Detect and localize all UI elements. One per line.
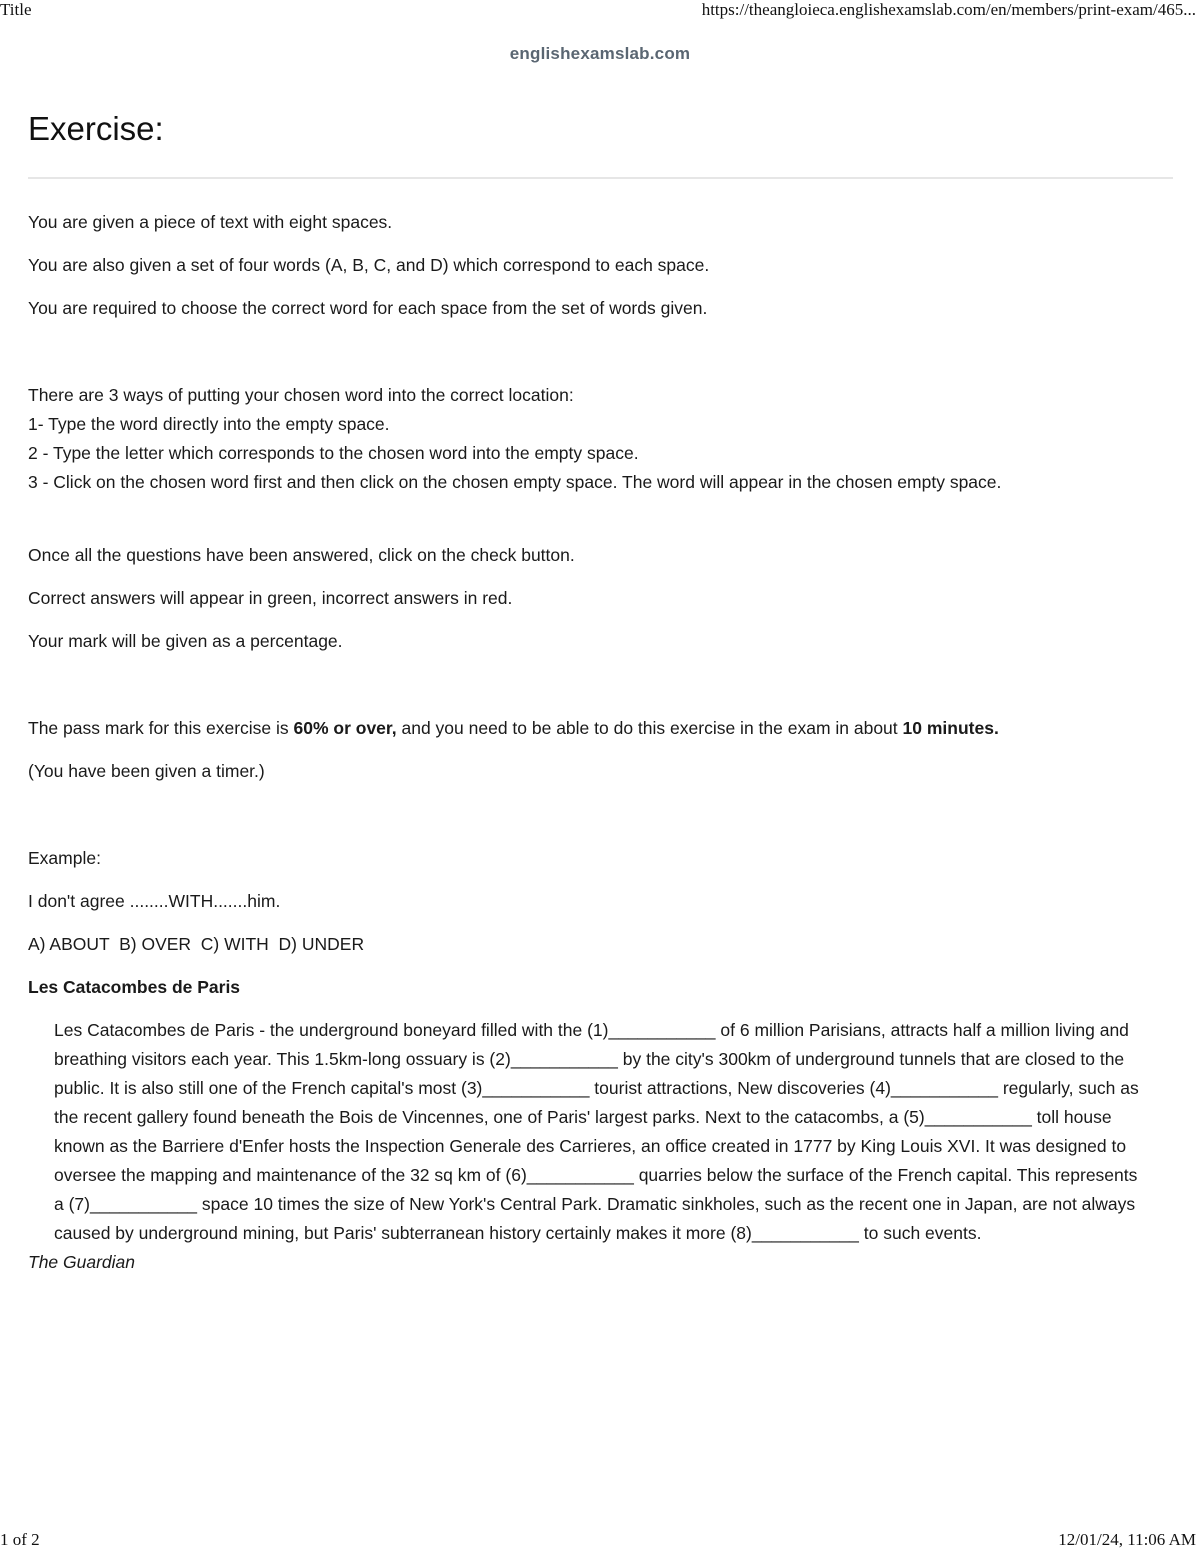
instruction-text: Once all the questions have been answered, click on the check button. [28,545,575,565]
print-footer-page: 1 of 2 [0,1530,40,1549]
title-divider [28,177,1173,179]
answer-methods [28,381,1173,497]
timer-note: (You have been given a timer.) [28,761,265,781]
spacer [28,497,1173,541]
page-title: Exercise: [28,110,164,147]
print-header-url: https://theangloieca.englishexamslab.com/en/members/print-exam/465... [701,0,1196,19]
passage-source: The Guardian [28,1252,136,1272]
pass-prefix: The pass mark for this exercise is [28,718,294,738]
methods-intro: There are 3 ways of putting your chosen word into the correct location: [28,385,574,405]
example-block [28,844,1173,959]
pass-mark-text [28,714,1173,743]
method-item: 1- Type the word directly into the empty space. [28,414,390,434]
instruction-text: You are required to choose the correct word for each space from the set of words given. [28,298,708,318]
method-item: 3 - Click on the chosen word first and then click on the chosen empty space. The word will appear in the chosen empty space. [28,472,1002,492]
time-limit-value: 10 minutes. [902,718,999,738]
instruction-text: Correct answers will appear in green, incorrect answers in red. [28,588,513,608]
instruction-text: Your mark will be given as a percentage. [28,631,343,651]
print-header-title: Title [0,0,32,19]
example-sentence: I don't agree ........WITH.......him. [28,891,281,911]
instruction-text: You are given a piece of text with eight spaces. [28,212,393,232]
example-options: A) ABOUT B) OVER C) WITH D) UNDER [28,934,365,954]
site-logo[interactable]: englishexamslab.com [509,44,691,63]
passage-text: Les Catacombes de Paris - the underground boneyard filled with the (1)___________ of 6 million Parisians, attracts half a million living and breathing visitors each year. This 1.5km-long ossuary is (2)___________ by the city's 300km of underground tunnels that are closed to the public. It is also still one of the French capital's most (3)___________ tourist attractions, New discoveries (4)___________ regularly, such as the recent gallery found beneath the Bois de Vincennes, one of Paris' largest parks. Next to the catacombs, a (5)___________ toll house known as the Barriere d'Enfer hosts the Inspection Generale des Carrieres, an office created in 1777 by King Louis XVI. It was designed to oversee the mapping and maintenance of the 32 sq km of (6)___________ quarries below the surface of the French capital. This represents a (7)___________ space 10 times the size of New York's Central Park. Dramatic sinkholes, such as the recent one in Japan, are not always caused by underground mining, but Paris' subterranean history certainly makes it more (8)___________ to such events. [54,1020,1139,1243]
spacer [28,670,1173,714]
spacer [28,800,1173,844]
passage-title: Les Catacombes de Paris [28,977,241,997]
exercise-content [28,208,1173,1291]
example-label: Example: [28,848,101,868]
pass-mark-value: 60% or over, [293,718,397,738]
pass-middle: and you need to be able to do this exercise in the exam in about [396,718,903,738]
instruction-text: You are also given a set of four words (A, B, C, and D) which correspond to each space. [28,255,710,275]
method-item: 2 - Type the letter which corresponds to the chosen word into the empty space. [28,443,639,463]
print-footer-date: 12/01/24, 11:06 AM [1058,1530,1196,1549]
spacer [28,337,1173,381]
